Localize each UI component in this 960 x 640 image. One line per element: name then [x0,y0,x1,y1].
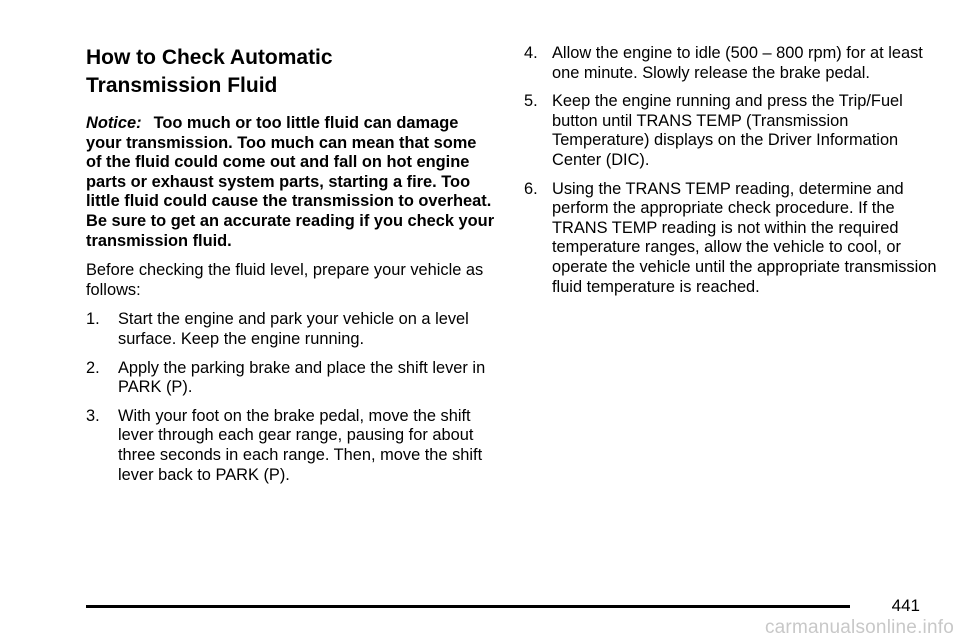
step-text: Apply the parking brake and place the shift lever in PARK (P). [118,358,486,397]
step-number: 2. [86,358,100,377]
page-number: 441 [891,596,920,615]
left-column [86,44,496,494]
section-heading [86,44,496,100]
step-text: Allow the engine to idle (500 – 800 rpm) for at least one minute. Slowly release the brake pedal. [552,44,923,82]
step-text: Using the TRANS TEMP reading, determine and perform the appropriate check procedure. If the TRANS TEMP reading is not within the required temperature ranges, allow the vehicle to cool, or operate the vehicle until the appropriate transmission fluid temperature is reached. [552,179,937,296]
watermark: carmanualsonline.info [764,617,954,638]
step-text: Start the engine and park your vehicle on a level surface. Keep the engine running. [118,310,469,348]
step-number: 1. [86,310,100,329]
step-6 [524,180,944,298]
step-4 [524,44,944,83]
step-5 [524,92,944,170]
step-number: 4. [524,44,538,62]
step-1 [86,310,496,349]
step-number: 3. [86,406,100,425]
step-text: With your foot on the brake pedal, move the shift lever through each gear range, pausing for about three seconds in each range. Then, move the shift lever back to PARK (P). [118,406,483,484]
steps-list-right [524,44,944,297]
step-number: 5. [524,92,538,111]
heading-line-2: Transmission Fluid [86,74,278,97]
footer-rule [86,605,850,608]
right-column [524,44,944,306]
step-number: 6. [524,179,538,198]
intro-paragraph: Before checking the fluid level, prepare your vehicle as follows: [86,261,484,299]
notice-label: Notice: [86,114,142,132]
heading-line-1: How to Check Automatic [86,46,333,69]
notice-text: Too much or too little fluid can damage your transmission. Too much can mean that some of the fluid could come out and fall on hot engine parts or exhaust system parts, starting a fire. Too little fluid could cause the transmission to overheat. Be sure to get an accurate reading if you check your transmission fluid. [86,114,495,250]
steps-list-left [86,310,496,485]
step-2 [86,359,496,398]
notice-block [86,114,496,251]
step-text: Keep the engine running and press the Trip/Fuel button until TRANS TEMP (Transmission Temperature) displays on the Driver Information Center (DIC). [552,92,903,169]
step-3 [86,407,496,485]
